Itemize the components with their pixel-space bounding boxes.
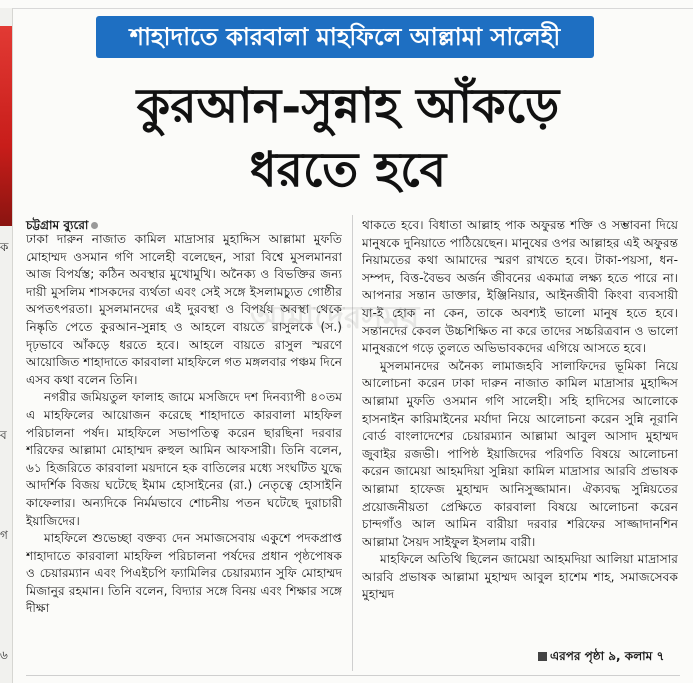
- watermark: আমাদেরসময়: [250, 298, 420, 336]
- headline: [18, 74, 678, 202]
- adjacent-photo-edge: [0, 26, 12, 226]
- headline-line-1: কুরআন-সুন্নাহ আঁকড়ে: [136, 78, 560, 134]
- paragraph: নগরীর জমিয়তুল ফালাহ জামে মসজিদে দশ দিনব্যাপী ৪০তম এ মাহফিলের আয়োজন করেছে শাহাদাতে কারবালা মাহফিল পরিচালনা পর্ষদ। মাহফিলে সভাপতিত্ব করেন ছারছিনা দরবার শরিফের আল্লামা মোহাম্মদ রুহুল আমিন আফসারী। তিনি বলেন, ৬১ হিজরিতে কারবালা ময়দানে হক বাতিলের মধ্যে সংঘটিত যুদ্ধে আদর্শিক বিজয় ঘটেছে ইমাম হোসাইনের (রা.) নেতৃত্বে হোসাইনি কাফেলার। অন্যদিকে নির্মমভাবে শোচনীয় পতন ঘটেছে দুরাচারী ইয়াজিদের।: [26, 390, 342, 528]
- adjacent-glyph: ৬: [0, 648, 8, 662]
- column-divider: [352, 215, 353, 671]
- jump-text: এরপর পৃষ্ঠা ৯, কলাম ৭: [550, 649, 665, 663]
- byline-text: চট্টগ্রাম ব্যুরো: [26, 218, 89, 232]
- square-bullet-icon: [538, 652, 547, 661]
- clipped-top-edge: [0, 0, 693, 9]
- bullet-icon: [91, 222, 98, 229]
- paragraph: থাকতে হবে। বিধাতা আল্লাহ পাক অফুরন্ত শক্তি ও সম্ভাবনা দিয়ে মানুষকে দুনিয়াতে পাঠিয়েছেন। মানুষের ওপর আল্লাহর এই অফুরন্ত নিয়ামতের কথা আমাদের স্মরণ রাখতে হবে। টাকা-পয়সা, ধন-সম্পদ, বিত্ত-বৈভব অর্জন জীবনের একমাত্র লক্ষ্য হতে পারে না। আপনার সন্তান ডাক্তার, ইঞ্জিনিয়ার, আইনজীবী কিংবা ব্যবসায়ী যা-ই হোক না কেন, তাকে অবশ্যই ভালো মানুষ হতে হবে। সন্তানদের কেবল উচ্চশিক্ষিত না করে তাদের সচ্চরিত্রবান ও ভালো মানুষরূপে গড়ে তুলতে অভিভাবকদের এগিয়ে আসতে হবে।: [362, 218, 678, 356]
- adjacent-glyph: গ: [0, 528, 8, 542]
- paragraph: মাহফিলে অতিথি ছিলেন জামেয়া আহমদিয়া আলিয়া মাদ্রাসার আরবি প্রভাষক আল্লামা মুহাম্মদ আবুল হাশেম শাহ, সমাজসেবক মুহাম্মদ: [362, 552, 678, 602]
- headline-line-2: ধরতে হবে: [249, 142, 447, 198]
- article-column-2: [362, 217, 678, 669]
- kicker-banner: শাহাদাতে কারবালা মাহফিলে আল্লামা সালেহী: [96, 16, 594, 58]
- bottom-rule: [26, 675, 680, 676]
- article-column-1: [26, 231, 342, 669]
- continuation-jump: [538, 648, 664, 668]
- paragraph: মুসলমানদের অনৈক্য লামাজহবি সালাফিদের ভূমিকা নিয়ে আলোচনা করেন ঢাকা দারুন নাজাত কামিল মাদ্রাসার মুহাদ্দিস আল্লামা মুফতি ওসমান গণি সালেহী। সহি হাদিসের আলোকে হাসনাইন কারিমাইনের মর্যাদা নিয়ে আলোচনা করেন সুন্নি নূরানি বোর্ড বাংলাদেশের চেয়ারম্যান আল্লামা আবুল আসাদ মুহাম্মদ জুবাইর রজভী। পাপিষ্ঠ ইয়াজিদের পরিণতি বিষয়ে আলোচনা করেন জামেয়া আহমদিয়া সুন্নিয়া কামিল মাদ্রাসার আরবি প্রভাষক আল্লামা হাফেজ মুহাম্মদ আনিসুজ্জামান। ঐক্যবদ্ধ সুন্নিয়তের প্রয়োজনীয়তা প্রেক্ষিতে কারবালা বিষয়ে আলোচনা করেন চান্দগাঁও আল আমিন বারীয়া দরবার শরিফের সাজ্জাদানশিন আল্লামা সৈয়দ সাইফুল ইসলাম বারী।: [362, 358, 678, 549]
- adjacent-article-sliver: [0, 8, 13, 683]
- adjacent-glyph: ক: [0, 240, 9, 254]
- adjacent-glyph: ব: [0, 428, 7, 442]
- paragraph: ঢাকা দারুন নাজাত কামিল মাদ্রাসার মুহাদ্দিস আল্লামা মুফতি মোহাম্মদ ওসমান গণি সালেহী বলেছেন, সারা বিশ্বে মুসলমানরা আজ বিপর্যস্ত; কঠিন অবস্থার মুখোমুখি। অনৈক্য ও বিভক্তির জন্য দায়ী মুসলিম শাসকদের ব্যর্থতা এবং সেই সঙ্গে ইসলামচ্যুত গোষ্ঠীর অপতৎপরতা। মুসলমানদের এই দুরবস্থা ও বিপর্যয় অবস্থা থেকে নিষ্কৃতি পেতে কুরআন-সুন্নাহ ও আহলে বায়তে রাসুলকে (স.) দৃঢ়ভাবে আঁকড়ে ধরতে হবে। আহলে বায়তে রাসুল স্মরণে আয়োজিত শাহাদাতে কারবালা মাহফিলে গত মঙ্গলবার পঞ্চম দিনে এসব কথা বলেন তিনি।: [26, 232, 342, 387]
- paragraph: মাহফিলে শুভেচ্ছা বক্তব্য দেন সমাজসেবায় একুশে পদকপ্রাপ্ত শাহাদাতে কারবালা মাহফিল পরিচালনা পর্ষদের প্রধান পৃষ্ঠপোষক ও চেয়ারম্যান এবং পিএইচপি ফ্যামিলির চেয়ারম্যান সুফি মোহাম্মদ মিজানুর রহমান। তিনি বলেন, বিদ্যার সঙ্গে বিনয় এবং শিক্ষার সঙ্গে দীক্ষা: [26, 531, 342, 616]
